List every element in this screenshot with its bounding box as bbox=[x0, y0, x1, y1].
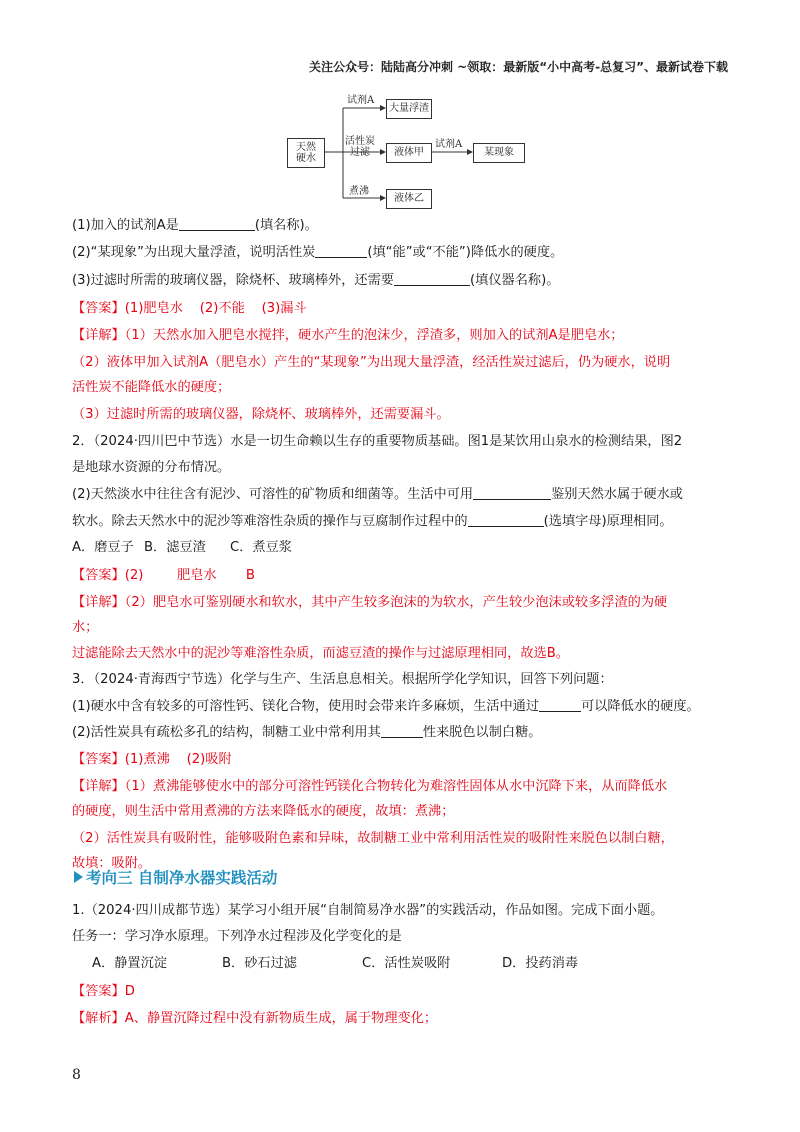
q4-options bbox=[72, 954, 752, 974]
q4-option-c: C．活性炭吸附 bbox=[362, 956, 451, 971]
q2-line2 bbox=[72, 512, 732, 532]
q1-detail-1-text: （1）天然水加入肥皂水搅拌，硬水产生的泡沫少，浮渣多，则加入的试剂A是肥皂水； bbox=[124, 328, 624, 343]
q1-detail-3: （3）过滤时所需的玻璃仪器，除烧杯、玻璃棒外，还需要漏斗。 bbox=[72, 407, 450, 422]
q2-options bbox=[72, 538, 732, 558]
q2-stem-a: 2．（2024·四川巴中节选）水是一切生命赖以生存的重要物质基础。图1是某饮用山泉水的检测结果，图2 bbox=[72, 434, 683, 449]
diagram-label-reagent-top: 试剂A bbox=[347, 95, 375, 106]
q1-detail-2b: 活性炭不能降低水的硬度； bbox=[72, 380, 231, 395]
q1-part3-text: (3)过滤时所需的玻璃仪器，除烧杯、玻璃棒外，还需要 bbox=[72, 273, 394, 288]
q3-detail-1a-text: （1）煮沸能够使水中的部分可溶性钙镁化合物转化为难溶性固体从水中沉降下来，从而降低水 bbox=[124, 779, 668, 794]
diagram-box-phenomenon: 某现象 bbox=[473, 143, 525, 163]
q1-answer-text: (1)肥皂水 (2)不能 (3)漏斗 bbox=[124, 301, 307, 316]
answer-label: 【答案】 bbox=[72, 984, 125, 999]
answer-blank bbox=[394, 271, 470, 286]
page-header: 关注公众号：陆陆高分冲刺 ~领取：最新版“小中高考-总复习”、最新试卷下载 bbox=[309, 60, 728, 74]
answer-label: 【答案】 bbox=[72, 752, 125, 767]
q3-line1 bbox=[72, 697, 732, 717]
q4-analysis-text: A、静置沉降过程中没有新物质生成，属于物理变化； bbox=[124, 1011, 438, 1026]
q4-answer-text: D bbox=[124, 984, 135, 999]
answer-blank bbox=[179, 216, 255, 231]
q2-detail-1b: 水； bbox=[72, 620, 99, 635]
q2-stem-b: 是地球水资源的分布情况。 bbox=[72, 460, 231, 475]
triangle-bullet-icon bbox=[74, 871, 83, 883]
q2-line1-text: (2)天然淡水中往往含有泥沙、可溶性的矿物质和细菌等。生活中可用 bbox=[72, 487, 474, 502]
q2-detail-1a bbox=[72, 593, 732, 613]
q1-part1-text: (1)加入的试剂A是 bbox=[72, 218, 179, 233]
diagram-box-liquid-b: 液体乙 bbox=[386, 189, 432, 209]
q1-part3-suffix: (填仪器名称)。 bbox=[470, 273, 560, 288]
q4-option-b: B．砂石过滤 bbox=[222, 956, 297, 971]
q2-answer-text: (2) 肥皂水 B bbox=[124, 568, 255, 583]
q1-part2-text: (2)“某现象”为出现大量浮渣，说明活性炭 bbox=[72, 245, 316, 260]
q2-line1 bbox=[72, 485, 732, 505]
answer-blank bbox=[468, 512, 544, 527]
q3-detail-2b: 故填：吸附。 bbox=[72, 856, 152, 871]
analysis-label: 【解析】 bbox=[72, 1011, 125, 1026]
answer-label: 【答案】 bbox=[72, 301, 125, 316]
q1-part1-suffix: (填名称)。 bbox=[254, 218, 318, 233]
q2-detail-1a-text: （2）肥皂水可鉴别硬水和软水，其中产生较多泡沫的为软水，产生较少泡沫或较多浮渣的为硬 bbox=[124, 595, 668, 610]
q2-option-b: B．滤豆渣 bbox=[144, 540, 206, 555]
q2-option-a: A．磨豆子 bbox=[72, 540, 134, 555]
q3-line1-text: (1)硬水中含有较多的可溶性钙、镁化合物，使用时会带来许多麻烦，生活中通过 bbox=[72, 699, 540, 714]
q3-answer bbox=[72, 750, 732, 770]
q2-line2-text: 软水。除去天然水中的泥沙等难溶性杂质的操作与豆腐制作过程中的 bbox=[72, 514, 468, 529]
q3-answer-text: (1)煮沸 (2)吸附 bbox=[124, 752, 232, 767]
q2-answer bbox=[72, 566, 732, 586]
q1-detail-1 bbox=[72, 326, 732, 346]
q4-option-d: D．投药消毒 bbox=[502, 956, 579, 971]
q1-part2 bbox=[72, 243, 732, 263]
q3-detail-1b: 的硬度，则生活中常用煮沸的方法来降低水的硬度，故填：煮沸； bbox=[72, 804, 455, 819]
q2-line1-suffix: 鉴别天然水属于硬水或 bbox=[551, 487, 683, 502]
hard-water-diagram bbox=[285, 90, 525, 210]
diagram-label-reagent-right: 试剂A bbox=[435, 139, 463, 150]
diagram-box-source: 天然 硬水 bbox=[287, 138, 325, 168]
diagram-box-scum: 大量浮渣 bbox=[386, 99, 432, 119]
q3-line2-suffix: 性来脱色以制白糖。 bbox=[422, 725, 542, 740]
q1-detail-2a: （2）液体甲加入试剂A（肥皂水）产生的“某现象”为出现大量浮渣，经活性炭过滤后，仍为硬水，说明 bbox=[72, 355, 671, 370]
q4-stem: 1.（2024·四川成都节选）某学习小组开展“自制简易净水器”的实践活动，作品如图。完成下面小题。 bbox=[72, 903, 664, 918]
q4-task: 任务一：学习净水原理。下列净水过程涉及化学变化的是 bbox=[72, 929, 402, 944]
q3-line1-suffix: 可以降低水的硬度。 bbox=[581, 699, 700, 714]
q2-line2-suffix: (选填字母)原理相同。 bbox=[543, 514, 673, 529]
q3-line2 bbox=[72, 723, 732, 743]
answer-label: 【答案】 bbox=[72, 568, 125, 583]
q1-part2-suffix: (填“能”或“不能”)降低水的硬度。 bbox=[367, 245, 564, 260]
q3-detail-2a: （2）活性炭具有吸附性，能够吸附色素和异味，故制糖工业中常利用活性炭的吸附性来脱色以制白糖， bbox=[72, 831, 674, 846]
page-number: 8 bbox=[72, 1067, 81, 1083]
detail-label: 【详解】 bbox=[72, 779, 125, 794]
q4-option-a: A．静置沉淀 bbox=[92, 956, 167, 971]
answer-blank bbox=[315, 243, 367, 258]
q2-option-c: C．煮豆浆 bbox=[230, 540, 292, 555]
q4-answer bbox=[72, 982, 732, 1002]
section-heading bbox=[74, 866, 277, 888]
answer-blank bbox=[473, 485, 551, 500]
answer-blank bbox=[381, 723, 423, 738]
q4-analysis bbox=[72, 1009, 732, 1029]
q3-stem: 3．（2024·青海西宁节选）化学与生产、生活息息相关。根据所学化学知识，回答下列问题： bbox=[72, 672, 613, 687]
q1-answer bbox=[72, 299, 732, 319]
q1-part1 bbox=[72, 216, 732, 236]
answer-blank bbox=[539, 697, 581, 712]
diagram-label-charcoal: 活性炭 过滤 bbox=[345, 136, 375, 158]
diagram-box-liquid-a: 液体甲 bbox=[386, 143, 432, 163]
section-title: 考向三 自制净水器实践活动 bbox=[86, 869, 278, 887]
detail-label: 【详解】 bbox=[72, 595, 125, 610]
diagram-label-boil: 煮沸 bbox=[349, 186, 369, 197]
q3-detail-1a bbox=[72, 777, 732, 797]
q2-detail-2: 过滤能除去天然水中的泥沙等难溶性杂质，而滤豆渣的操作与过滤原理相同，故选B。 bbox=[72, 646, 569, 661]
detail-label: 【详解】 bbox=[72, 328, 125, 343]
q3-line2-text: (2)活性炭具有疏松多孔的结构，制糖工业中常利用其 bbox=[72, 725, 381, 740]
q1-part3 bbox=[72, 271, 732, 291]
